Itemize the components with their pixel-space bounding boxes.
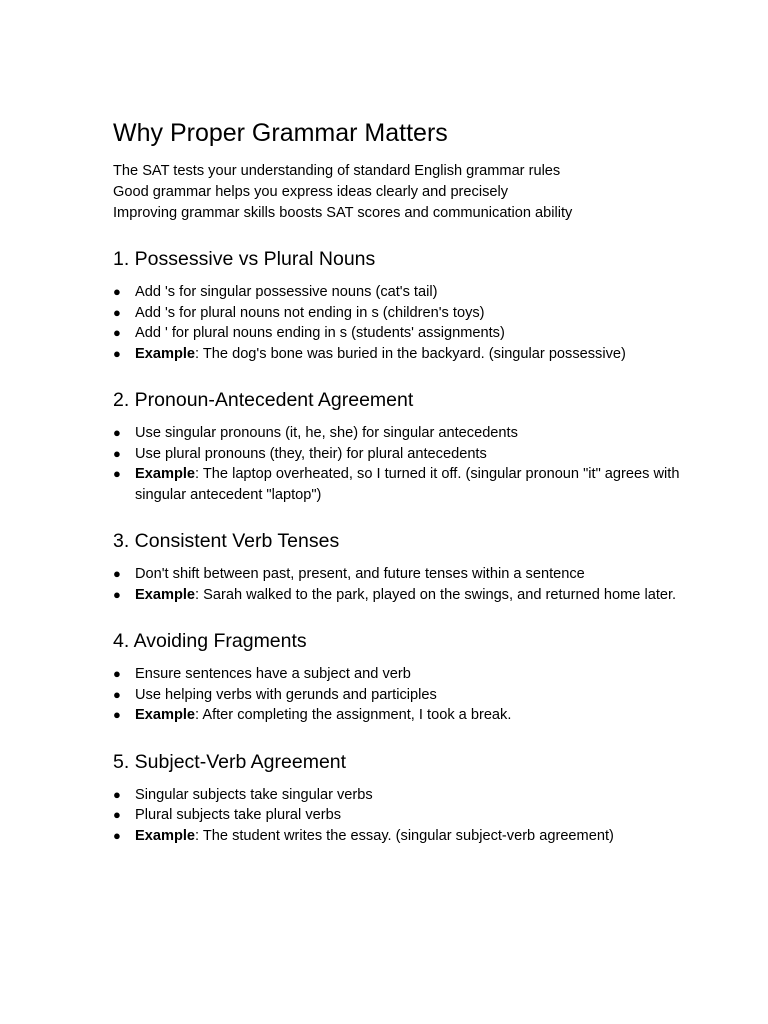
- list-item: [113, 444, 693, 465]
- item-text: : The laptop overheated, so I turned it off. (singular pronoun "it" agrees with singular antecedent "laptop"): [135, 466, 680, 503]
- bullet-list: [113, 282, 693, 364]
- list-item: [113, 685, 693, 706]
- bullet-icon: ●: [113, 445, 121, 461]
- item-text: Use singular pronouns (it, he, she) for singular antecedents: [135, 425, 518, 442]
- example-label: Example: [135, 586, 196, 603]
- item-text: Add ' for plural nouns ending in s (students' assignments): [135, 325, 505, 342]
- section-pronoun-antecedent: [113, 387, 693, 505]
- example-label: Example: [135, 827, 196, 844]
- example-label: Example: [135, 707, 196, 724]
- list-item: [113, 705, 693, 726]
- bullet-icon: ●: [113, 807, 121, 823]
- example-label: Example: [135, 345, 196, 362]
- bullet-icon: ●: [113, 425, 121, 441]
- item-text: Singular subjects take singular verbs: [135, 786, 373, 803]
- list-item: [113, 323, 693, 344]
- list-item: [113, 303, 693, 324]
- intro-line: Improving grammar skills boosts SAT scores and communication ability: [113, 204, 573, 221]
- bullet-list: [113, 664, 693, 726]
- section-avoiding-fragments: [113, 628, 693, 726]
- section-heading: 2. Pronoun-Antecedent Agreement: [113, 389, 414, 412]
- list-item: [113, 464, 693, 505]
- list-item: [113, 423, 693, 444]
- page-title: Why Proper Grammar Matters: [113, 119, 448, 147]
- item-text: : The dog's bone was buried in the backyard. (singular possessive): [195, 345, 626, 362]
- section-heading: 4. Avoiding Fragments: [113, 630, 307, 653]
- section-possessive-vs-plural: [113, 246, 693, 364]
- bullet-list: [113, 785, 693, 847]
- section-verb-tenses: [113, 528, 693, 605]
- intro-paragraph: [113, 161, 693, 223]
- item-text: Use plural pronouns (they, their) for plural antecedents: [135, 445, 487, 462]
- bullet-icon: ●: [113, 666, 121, 682]
- bullet-icon: ●: [113, 686, 121, 702]
- list-item: [113, 826, 693, 847]
- item-text: Add 's for plural nouns not ending in s (children's toys): [135, 304, 485, 321]
- item-text: Add 's for singular possessive nouns (cat's tail): [135, 284, 438, 301]
- item-text: Plural subjects take plural verbs: [135, 807, 342, 824]
- bullet-icon: ●: [113, 304, 121, 320]
- bullet-list: [113, 423, 693, 505]
- bullet-icon: ●: [113, 466, 121, 482]
- item-text: Ensure sentences have a subject and verb: [135, 666, 411, 683]
- bullet-icon: ●: [113, 586, 121, 602]
- bullet-icon: ●: [113, 707, 121, 723]
- intro-line: Good grammar helps you express ideas clearly and precisely: [113, 183, 509, 200]
- list-item: [113, 664, 693, 685]
- bullet-icon: ●: [113, 345, 121, 361]
- bullet-list: [113, 564, 693, 605]
- section-heading: 5. Subject-Verb Agreement: [113, 750, 347, 773]
- item-text: : Sarah walked to the park, played on the swings, and returned home later.: [195, 586, 677, 603]
- section-heading: 1. Possessive vs Plural Nouns: [113, 248, 376, 271]
- list-item: [113, 805, 693, 826]
- example-label: Example: [135, 466, 196, 483]
- item-text: Don't shift between past, present, and future tenses within a sentence: [135, 566, 585, 583]
- list-item: [113, 785, 693, 806]
- list-item: [113, 564, 693, 585]
- item-text: : The student writes the essay. (singular subject-verb agreement): [195, 827, 614, 844]
- section-heading: 3. Consistent Verb Tenses: [113, 530, 340, 553]
- bullet-icon: ●: [113, 284, 121, 300]
- item-text: Use helping verbs with gerunds and participles: [135, 686, 437, 703]
- bullet-icon: ●: [113, 566, 121, 582]
- bullet-icon: ●: [113, 325, 121, 341]
- list-item: [113, 282, 693, 303]
- list-item: [113, 585, 693, 606]
- document-page: [113, 116, 693, 846]
- intro-line: The SAT tests your understanding of standard English grammar rules: [113, 163, 561, 179]
- bullet-icon: ●: [113, 786, 121, 802]
- bullet-icon: ●: [113, 827, 121, 843]
- section-subject-verb: [113, 749, 693, 847]
- item-text: : After completing the assignment, I took a break.: [195, 707, 512, 724]
- list-item: [113, 344, 693, 365]
